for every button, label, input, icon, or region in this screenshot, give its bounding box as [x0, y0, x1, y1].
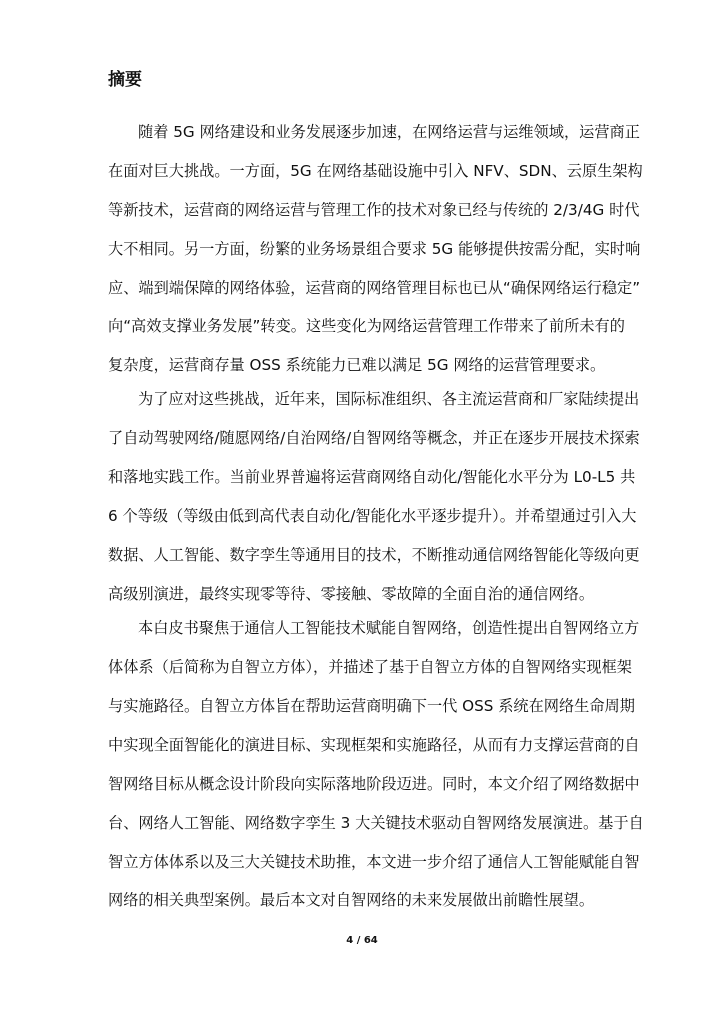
text-line: 为了应对这些挑战，近年来，国际标准组织、各主流运营商和厂家陆续提出 — [138, 390, 640, 408]
text-line: 本白皮书聚焦于通信人工智能技术赋能自智网络，创造性提出自智网络立方 — [138, 619, 640, 637]
text-line: 6 个等级（等级由低到高代表自动化/智能化水平逐步提升）。并希望通过引入大 — [108, 507, 637, 525]
text-line: 和落地实践工作。当前业界普遍将运营商网络自动化/智能化水平分为 L0-L5 共 — [108, 468, 636, 486]
text-line: 台、网络人工智能、网络数字孪生 3 大关键技术驱动自智网络发展演进。基于自 — [108, 814, 644, 832]
text-line: 与实施路径。自智立方体旨在帮助运营商明确下一代 OSS 系统在网络生命周期 — [108, 697, 635, 715]
text-line: 应、端到端保障的网络体验，运营商的网络管理目标也已从“确保网络运行稳定” — [108, 279, 641, 297]
text-line: 智网络目标从概念设计阶段向实际落地阶段迈进。同时，本文介绍了网络数据中 — [108, 775, 640, 793]
text-line: 随着 5G 网络建设和业务发展逐步加速，在网络运营与运维领域，运营商正 — [138, 123, 640, 141]
text-line: 复杂度，运营商存量 OSS 系统能力已难以满足 5G 网络的运营管理要求。 — [108, 356, 606, 374]
text-line: 在面对巨大挑战。一方面，5G 在网络基础设施中引入 NFV、SDN、云原生架构 — [108, 162, 643, 180]
text-line: 等新技术，运营商的网络运营与管理工作的技术对象已经与传统的 2/3/4G 时代 — [108, 201, 640, 219]
text-line: 高级别演进，最终实现零等待、零接触、零故障的全面自治的通信网络。 — [108, 585, 594, 603]
text-line: 智立方体体系以及三大关键技术助推，本文进一步介绍了通信人工智能赋能自智 — [108, 853, 640, 871]
text-line: 中实现全面智能化的演进目标、实现框架和实施路径，从而有力支撑运营商的自 — [108, 736, 640, 754]
text-line: 向“高效支撑业务发展”转变。这些变化为网络运营管理工作带来了前所未有的 — [108, 317, 625, 335]
text-line: 网络的相关典型案例。最后本文对自智网络的未来发展做出前瞻性展望。 — [108, 891, 594, 909]
page-number: 4 / 64 — [346, 935, 378, 946]
text-line: 体体系（后简称为自智立方体），并描述了基于自智立方体的自智网络实现框架 — [108, 658, 632, 676]
text-line: 数据、人工智能、数字孪生等通用目的技术，不断推动通信网络智能化等级向更 — [108, 546, 640, 564]
text-line: 大不相同。另一方面，纷繁的业务场景组合要求 5G 能够提供按需分配，实时响 — [108, 240, 641, 258]
section-heading: 摘要 — [108, 70, 142, 90]
text-line: 了自动驾驶网络/随愿网络/自治网络/自智网络等概念，并正在逐步开展技术探索 — [108, 429, 640, 447]
